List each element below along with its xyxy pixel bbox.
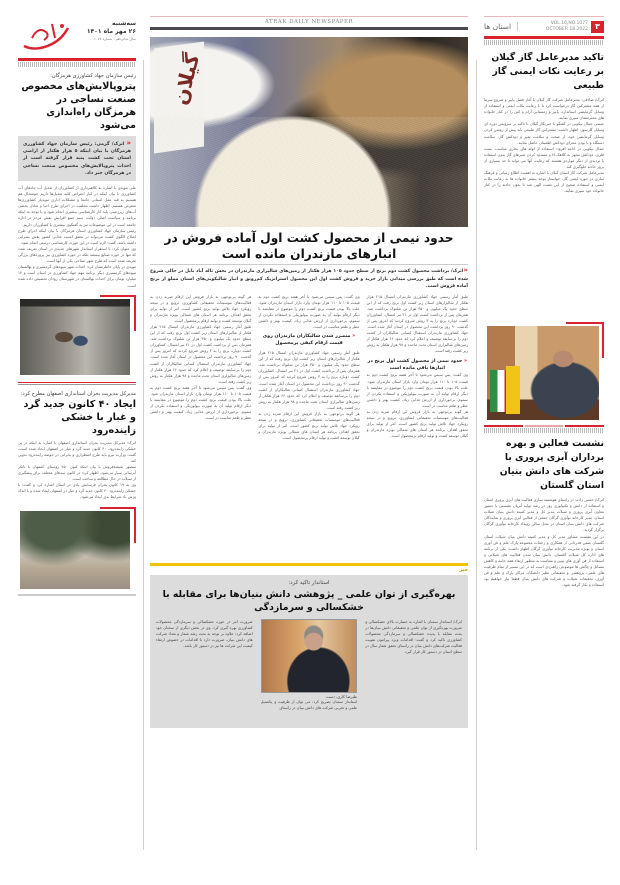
issue-date-block: [87, 20, 136, 42]
bottom-story-box: [150, 575, 468, 728]
rice-texture: [150, 117, 468, 227]
issue-date: ۲۶ مهر ماه ۱۴۰۱: [86, 28, 136, 35]
story-separator: [18, 382, 136, 385]
hero-body-columns: [150, 294, 468, 559]
chevron-left-icon: «: [126, 139, 131, 147]
issue-meta: سال شانزدهم - شماره ۱۰۷۷: [94, 37, 136, 41]
masthead: [18, 16, 136, 56]
news-banner-line: [150, 563, 468, 566]
paragraph: علی مویدی با اشاره به کلاهبرداری از کشاورزان از تعدیل آب چاه‌های آب کشاورزی با بیان اینکه در کنار اعتراض کلبه تعدیل‌ها داریم خوشحال هم هستیم به قید عمل استانی جامعا و مشکلات اداری مویدیار کشاورزی‌ها معترض هستیم. اظهار داشت مخلفت در اجرای طرح احیا و تعادل بخشی آب‌های زیرزمینی باید کار کارشناسی بیشتری انجام شود و با توجه به اینکه برنامه و سیاست اصلی دولت، سیم جمع افزایش نقش مردم در اداره جامعه است در این موضوعات نیز به گفتگوی بیشتری با کشاورزان داریم.: [18, 185, 136, 227]
paragraph: وی به ۱۹ کانون بحران فرسایش بادی در استان اشاره کرد و گفت: با خشکی زاینده‌رود ۴۰ کانون جدید گرد و غبار در اصفهان ایجاد شده و با اندک وزش باد شرایط بدی ایجاد می‌شود.: [18, 482, 136, 500]
newspaper-label: ATRAK DAILY NEWSPAPER: [150, 16, 468, 25]
story-headline[interactable]: تاکید مدیرعامل گاز گیلان بر رعایت نکات ایمنی گاز طبیعی: [491, 52, 604, 91]
weekday: سه‌شنبه: [112, 20, 136, 27]
story-columns: [156, 619, 462, 711]
story-kicker: استاندار تاکید کرد:: [288, 579, 330, 586]
column-divider: [476, 60, 477, 850]
story-headline[interactable]: بهره‌گیری از توان علمی _ پژوهشی دانش بنیان‌ها برای مقابله با خشکسالی و سرمازدگی: [162, 588, 456, 613]
section-title: استان ها: [484, 22, 518, 31]
paragraph: اترک: مدیرکل مدیریت بحران استانداری اصفهان با اشاره به اینکه در پی خشکی زاینده‌رود، ۴۰ کانون جدید گرد و غبار در اصفهان ایجاد شده است، گفت: وزارت نیرو باید طرح اضطراری و بحرانی در حوضه زاینده‌رود تدوین کند.: [18, 439, 136, 463]
story-headline[interactable]: ایجاد ۴۰ کانون جدید گرد و غبار با خشکی زاینده‌رود: [23, 398, 136, 436]
photo-workers: [18, 295, 136, 377]
hatch-divider: [484, 428, 604, 433]
text-column: وی گفت: پس سیس می‌شود تا آخر هفته برنج کشت دوم به قیمت ۱۰۵ تا ۱۱۰ هزار تومان وارد بازار استان مازندران شود. علت بالا بودن قیمت برنج کشت دوم را موضوع در مقایسه با دیگر ارقام تولید آن به صورت بیولوژیکی و استفاده نکردن از سموم، برخورداری از ارزش غذایی زیاد، کیفیت بهتر و داشتن عطر و طعم مناسب در است. « منضرر شدن شالیکاران مازندران روی قیمت ارقام کیفی پرمحصول طبق آمار رسمی جهاد کشاورزی مازندران امسال ۲۱۵ هزار هکتار از شالیزارهای استان زیر کشت اول برنج رفت که از این سطح حدود یک میلیون و ۳۵۰ هزار تن شلتوک برداشت شد. همزمان پس از برداشت کشت اول در ۲۱ تیر امسال، کشاورزان کشت دوباره برنج را به ۳ روش شروع کردند که امروز پس از گذشت ۹۰ روز برداشت این محصول در استان آغاز شده است. جهاد کشاورزی مازندران استقبال کسانی شالیکاران از کشت دوم را بی‌سابقه توصیف و اعلام کرد که حدود ۶۶ هزار هکتار از زمین‌های شالیزاری استان تحت ماجده و ۹۸ هزار هکتار به روش زیر کشت رفته است. هر گونه بی‌توجهی به بازار فروش این ارقام ضربه زدن به فعالیت‌های موسسات تحقیقاتی کشاورزی، ترویج و در نتیجه رویکرد جهاد تلاش تولید برنج کشور است. امر از تولید برای تحقق اهداف برنامه هر استان های شمالی بویژه مازندران و گیلان توسعه کشت و تولید ارقام پرمحصول است.: [258, 293, 360, 441]
center-column: [150, 16, 468, 728]
text-column: هر گونه بی‌توجهی به بازار فروش این ارقام ضربه زدن به فعالیت‌های موسسات تحقیقاتی کشاورزی، ترویج و در نتیجه رویکرد جهاد تلاش تولید برنج کشور است. امر از تولید برای تحقق اهداف برنامه هر استان های شمالی بویژه مازندران و گیلان توسعه کشت و تولید ارقام پرمحصول است. طبق آمار رسمی جهاد کشاورزی مازندران امسال ۲۱۵ هزار هکتار از شالیزارهای استان زیر کشت اول برنج رفت که از این سطح حدود یک میلیون و ۳۵۰ هزار تن شلتوک برداشت شد. همزمان پس از برداشت کشت اول در ۲۱ تیر امسال، کشاورزان کشت دوباره برنج را به ۳ روش شروع کردند که امروز پس از گذشت ۹۰ روز برداشت این محصول در استان آغاز شده است. جهاد کشاورزی مازندران استقبال کسانی شالیکاران از کشت دوم را بی‌سابقه توصیف و اعلام کرد که حدود ۶۶ هزار هکتار از زمین‌های شالیزاری استان تحت ماجده و ۹۸ هزار هکتار به روش زیر کشت رفته است. وی گفت: پس سیس می‌شود تا آخر هفته برنج کشت دوم به قیمت ۱۰۵ تا ۱۱۰ هزار تومان وارد بازار استان مازندران شود. علت بالا بودن قیمت برنج کشت دوم را موضوع در مقایسه با دیگر ارقام تولید آن به صورت بیولوژیکی و استفاده نکردن از سموم، برخورداری از ارزش غذایی زیاد، کیفیت بهتر و داشتن عطر و طعم مناسب در است.: [150, 293, 252, 421]
river-image: [20, 511, 130, 589]
text-column: طبق آمار رسمی جهاد کشاورزی مازندران امسال ۲۱۵ هزار هکتار از شالیزارهای استان زیر کشت اول برنج رفت که از این سطح حدود یک میلیون و ۳۵۰ هزار تن شلتوک برداشت شد. همزمان پس از برداشت کشت اول در ۲۱ تیر امسال، کشاورزان کشت دوباره برنج را به ۳ روش شروع کردند که امروز پس از گذشت ۹۰ روز برداشت این محصول در استان آغاز شده است. جهاد کشاورزی مازندران استقبال کسانی شالیکاران از کشت دوم را بی‌سابقه توصیف و اعلام کرد که حدود ۶۶ هزار هکتار از زمین‌های شالیزاری استان تحت ماجده و ۹۸ هزار هکتار به روش زیر کشت رفته است. « حدود نیمی از محصول کشت اول برنج در انبارها باقی مانده است وی گفت: پس سیس می‌شود تا آخر هفته برنج کشت دوم به قیمت ۱۰۵ تا ۱۱۰ هزار تومان وارد بازار استان مازندران شود. علت بالا بودن قیمت برنج کشت دوم را موضوع در مقایسه با دیگر ارقام تولید آن به صورت بیولوژیکی و استفاده نکردن از سموم، برخورداری از ارزش غذایی زیاد، کیفیت بهتر و داشتن عطر و طعم مناسب در است. هر گونه بی‌توجهی به بازار فروش این ارقام ضربه زدن به فعالیت‌های موسسات تحقیقاتی کشاورزی، ترویج و در نتیجه رویکرد جهاد تلاش تولید برنج کشور است. امر از تولید برای تحقق اهداف برنامه هر استان های شمالی بویژه مازندران و گیلان توسعه کشت و تولید ارقام پرمحصول است.: [366, 293, 468, 439]
chevron-left-icon: «: [352, 334, 356, 340]
text-column: اترک/ استاندار سمنان با اشاره به خسارت بالای خشکسالی و ضرورت بهره‌گیری از توان علمی و تحقیقاتی دانش بنیان‌ها در بحث مقابله با پدیده خشکسالی و سرمازدگی محصولات کشاورزی تاکید کرد و گفت: اقدامات ویژه پیرامون تقویت فعالیت شرکت‌های دانش بنیان در راستای تحقق شعار سال در سطح استان در دستور کار قرار گیرد.: [365, 618, 462, 654]
paragraph: وی عنوان کرد: با استقرار استاندار شهرهای جدیدی در استان تعریف شده که تنها در حوزه صنایع نیستند بلکه در حوزه کشاورزی نیز پروژه‌های بزرگی تعریف شده است که طرح شهر نساجی یکی از آنها است.: [18, 245, 136, 264]
story-kicker: رئیس سازمان جهاد کشاورزی هرمزگان:: [50, 73, 136, 79]
paragraph: مویدی در پایان خاطرنشان کرد: احداث شهر میوه‌های گرمسیری و نهالستان میوه‌های گرمسیری دیگر برنامه مهم جهاد کشاورزی در استان است و ۱۴ میلیارد تومان برای احداث نهالستان در شهرستان رودان تخصیص داده شده است.: [18, 264, 136, 288]
story-headline[interactable]: پتروپالایش‌های مخصوص صنعت نساجی در هرمزگان راه‌اندازی می‌شود: [21, 81, 136, 131]
governor-portrait: [261, 619, 358, 693]
chevron-left-icon: «: [463, 359, 468, 365]
bottom-rule: [18, 594, 136, 596]
photo-gas-ceo: [484, 322, 604, 422]
left-column: [18, 16, 136, 596]
gas-company-flag: [506, 366, 520, 414]
hatch-divider: [484, 40, 604, 45]
subhead: « حدود نیمی از محصول کشت اول برنج در انبارها باقی مانده است: [367, 359, 468, 372]
rice-hero-image: [150, 37, 468, 227]
story-separator: [484, 425, 604, 427]
story-lead: «اترک/ گرمی: رئیس سازمان جهاد کشاورزی هرمزگان با بیان اینکه ۵ هزار هکتار از اراضی استان تحت کشت پنبه قرار گرفته است از احداث پتروپالایش‌های مخصوص صنعت نساجی در هرمزگان خبر داد.: [18, 136, 136, 181]
subhead: « منضرر شدن شالیکاران مازندران روی قیمت ارقام کیفی پرمحصول: [262, 334, 356, 347]
photo-dust-river: [18, 507, 136, 591]
story-body: [18, 185, 136, 289]
portrait-column: علیرضا کاری، دست استاندار سمنان تصریح کرد: می توان از ظرفیت و پتانسیل علمی و تجربی شرکت های دانش بنیان در راستای: [261, 619, 358, 711]
photo-caption: علیرضا کاری، دست: [326, 693, 358, 699]
volume-info: VOL.16,NO.1077 OCTOBER 18.2022: [545, 21, 588, 32]
page-number: ۳: [591, 21, 604, 33]
news-banner-label: خبر: [459, 566, 468, 573]
hatch-divider: [18, 62, 136, 67]
paragraph: رئیس سازمان جهاد کشاورزی استان هرمزگان با بیان اینکه اجرای طرح اصلاح الگوی کشت می‌تواند در تحقق امنیت غذایی کشور نقش بسزایی داشته باشد، گفت: لازم است در این حوزه، کارشناسی درستی انجام شود.: [18, 227, 136, 245]
bag-label: گیلان: [167, 50, 205, 108]
atrak-logo-icon: [22, 18, 70, 52]
chevron-left-icon: «: [463, 266, 468, 274]
story-body: [18, 440, 136, 501]
column-divider: [143, 60, 144, 850]
story-headline[interactable]: نشست فعالین و بهره برداران آبزی پروری با شرکت های دانش بنیان استان گلستان: [499, 438, 604, 491]
story-body: اترک/ صادقی: مدیرعامل شرکت گاز گیلان با آغاز فصل پاییز و شروع سرما از همه مشترکین گاز درخواست کرد تا با رعایت نکات ایمنی و استفاده از وسایل گرمایشی استاندارد، پاییز و زمستانی آرام و امن را در کنار خانواده های محترمشان سپری نمایند. عیسی جمال نیکویی در گفتگو با خبرنگار گیلان با تاکید بر سرویس دوره ای وسایل گازسوز، اظهار داشت: مشترکین گاز طبیعی باید پیش از روشن کردن وسایل گرمایشی خود، از صحت و سلامت تمیز و دودکش گاز، سلامت دستگاه و یا بودن مجرای دودکش اطمینان حاصل نمایند. جمال نیکویی در ادامه افزود: استفاده از لوله های بخاری مناسب، بست فلزی، دودکش مجهز به کلاهک H و مسدود کردن شیرهای گاز بدون استفاده یا تردیدی از دیگر مواردی هستند که رعایت آنها می تواند تا حد بسیاری از بروز حادثه جلوگیری کند. مدیرعامل شرکت گاز استان گیلان با اشاره به اهمیت اطلاع رسانی و فرهنگ سازی در حوزه ایمنی گاز، خواستار توجه بیشتر خانواده ها به رعایت نکات ایمنی و استفاده صحیح از این نعمت الهی شد تا بدون حادثه را در کنار خانواده خود سپری نمایند.: [484, 97, 604, 194]
hero-headline[interactable]: حدود نیمی از محصول کشت اول آماده فروش در انبارهای مازندران مانده است: [164, 231, 454, 261]
story-kicker: مدیرکل مدیریت بحران استانداری اصفهان مطرح کرد:: [20, 390, 136, 397]
text-column: ضرورت امر در حوزه خشکسالی و سرمازدگی محصولات کشاورزی بهره گیری کرد. وی در بخش دیگری از سخنان خود اضافه کرد: علاوه بر توجه به بحث رشد شمار و تعداد شرکت های دانش بنیان، ضرورت دارد با اقدامات در خصوص ارتقاء کیفیت این شرکت ها نیز در دستور کار باشد.: [155, 618, 253, 648]
accent-bar: [18, 58, 136, 61]
header-bar: [150, 27, 468, 30]
workers-image: [20, 299, 130, 375]
hero-lead: «اترک/ برداشت محصول کشت دوم برنج از سطح حدود ۱۰۵ هزار هکتار از زمین‌های شالیزاری مازندران در بخش تاله آباد بابل در حالی شروع شده است که طبق بررسی میدانی بازار خرید و فروش کشت اول این محصول استراتژیک کم‌رونق و انبار شالیکوبی‌های استان مملو از برنج آماده فروش است.: [150, 266, 468, 289]
right-column: [484, 16, 604, 727]
paragraph: منصور شیشه‌فروش با بیان اینکه کنون ۴۵۰ روستای اصفهان با تانکر آبرسانی سیار می‌شود، اظهار کرد: در کانون سدهای مختلف برای پیشگیری از سیلاب در حال مطالعه و ساخت است.: [18, 463, 136, 482]
page-header: [484, 16, 604, 34]
story-body: اترک/ حسین زاده: در راستای هوشمند سازی فعالیت های آبزی پروری استان و استفاده از دانش و تکنولوژی روز در رشد تولید آبزیان نشستی با حضور معاون آبزی پروری و شیلات مدیر کل و مدیر کمیته دانش بنیان شیلات استان، مدیر کارخانه نوآوری گرگان جمعی از فعالین آبزی پروری و نمایندگان شرکت های دانش بنیان استان در محل سالن رویداد کارخانه نوآوری گرگان برگزار گردید. در این نشست مشاور مدیر کل و مدیر کمیته دانش بنیان شیلات استان گلستان ضمن قدردانی از همکاری و زحمات مجموعه پارک علم و فن آوری استان و بویژه مدیریت کارخانه نوآوری گرگان اظهار داشت: یکی از برنامه های اداره کل شیلات گلستان، دانش بنیان شدن فعالیت های شیلاتی و استفاده از فن آوری های نوین و متناسب به منظور ارتقاء همه جانبه و کاهش مسائل و چالش ها موضوعی راهبردی است که در این مسیر از تمام ظرفیت های علمی، پژوهشی و تحقیقاتی نظیر دانشگاه، مراکز پارک و علم و فن آوری، تحقیقات شیلات و شرکت های دانش بنیان قطعا نیاز خواهیم بود استفاده و بکار گرفته شود.: [484, 497, 604, 588]
accent-bar: [484, 36, 604, 39]
